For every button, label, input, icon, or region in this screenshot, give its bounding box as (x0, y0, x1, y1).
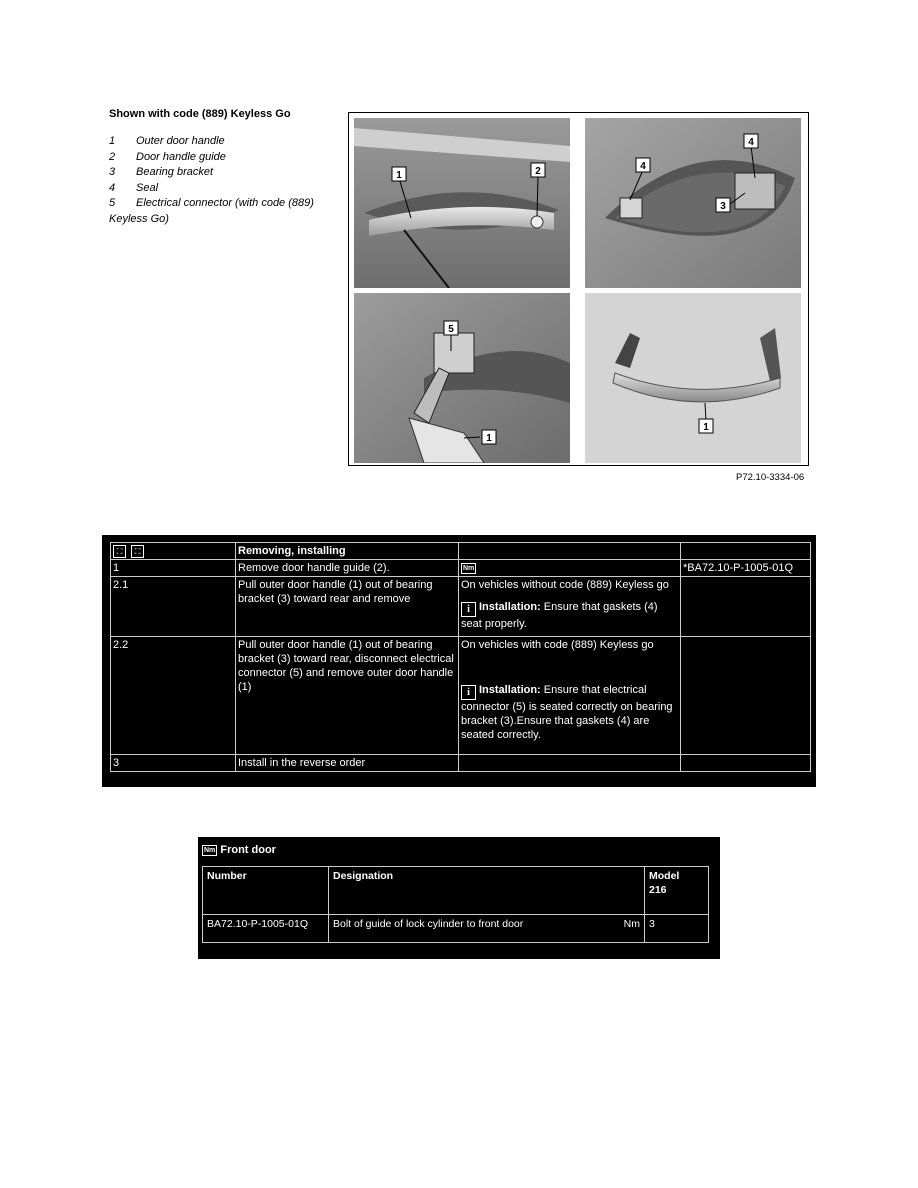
figure-legend (109, 108, 339, 227)
column-header-designation: Designation (329, 867, 645, 915)
legend-item: 3 Bearing bracket (109, 166, 214, 178)
callout-2: 2 (535, 166, 541, 177)
callout-1: 1 (396, 170, 402, 181)
torque-nm-icon[interactable]: Nm (463, 565, 475, 572)
table-row: BA72.10-P-1005-01Q Bolt of guide of lock cylinder to front door Nm 3 (203, 915, 709, 943)
legend-title: Shown with code (889) Keyless Go (109, 108, 291, 120)
torque-table-title: Nm Front door (204, 844, 276, 856)
tool-icons (111, 543, 236, 560)
legend-item: 4 Seal (109, 181, 159, 194)
procedure-table (102, 535, 816, 787)
table-row: 2.1 Pull outer door handle (1) out of bearing bracket (3) toward rear and remove On vehicles without code (889) Keyless go i Installation: Ensure that gaskets (4) seat properly. (111, 577, 811, 637)
callout-4: 4 (748, 137, 754, 148)
photo-handle-removal (354, 293, 570, 463)
figure-code: P72.10-3334-06 (736, 472, 805, 483)
callout-4: 4 (640, 161, 646, 172)
legend-item: 5 Electrical connector (with code (889) (109, 197, 314, 209)
collapse-icon: ⛶ (131, 545, 144, 558)
callout-1: 1 (703, 422, 709, 433)
procedure-title: Removing, installing (236, 543, 459, 560)
expand-icon: ⛶ (113, 545, 126, 558)
photo-handle-recess (585, 118, 801, 288)
photo-removed-handle (585, 293, 801, 463)
legend-item: 1 Outer door handle (109, 135, 225, 147)
callout-1: 1 (486, 433, 492, 444)
table-row: 3 Install in the reverse order (111, 755, 811, 772)
callout-5: 5 (448, 324, 454, 335)
photo-figure (348, 112, 809, 466)
column-header-model: Model 216 (645, 867, 709, 915)
info-icon: i (461, 602, 476, 617)
table-row: 1 Remove door handle guide (2). Nm *BA72.10-P-1005-01Q (111, 560, 811, 577)
legend-item: 2 Door handle guide (109, 150, 226, 163)
legend-item-continued: Keyless Go) (109, 212, 169, 225)
callout-3: 3 (720, 201, 726, 212)
torque-nm-icon: Nm (204, 847, 216, 854)
info-icon: i (461, 685, 476, 700)
torque-reference-link[interactable]: *BA72.10-P-1005-01Q (681, 560, 811, 577)
photo-door-handle-exterior (354, 118, 570, 288)
table-row: 2.2 Pull outer door handle (1) out of bearing bracket (3) toward rear, disconnect electrical connector (5) and remove outer door handle (1) On vehicles with code (889) Keyless go i Installation: Ensure that electrical connector (5) is seated correctly on bearing bracket (3).Ensure that gaskets (4) are seated correctly. (111, 637, 811, 755)
column-header-number: Number (203, 867, 329, 915)
torque-table (198, 837, 720, 959)
